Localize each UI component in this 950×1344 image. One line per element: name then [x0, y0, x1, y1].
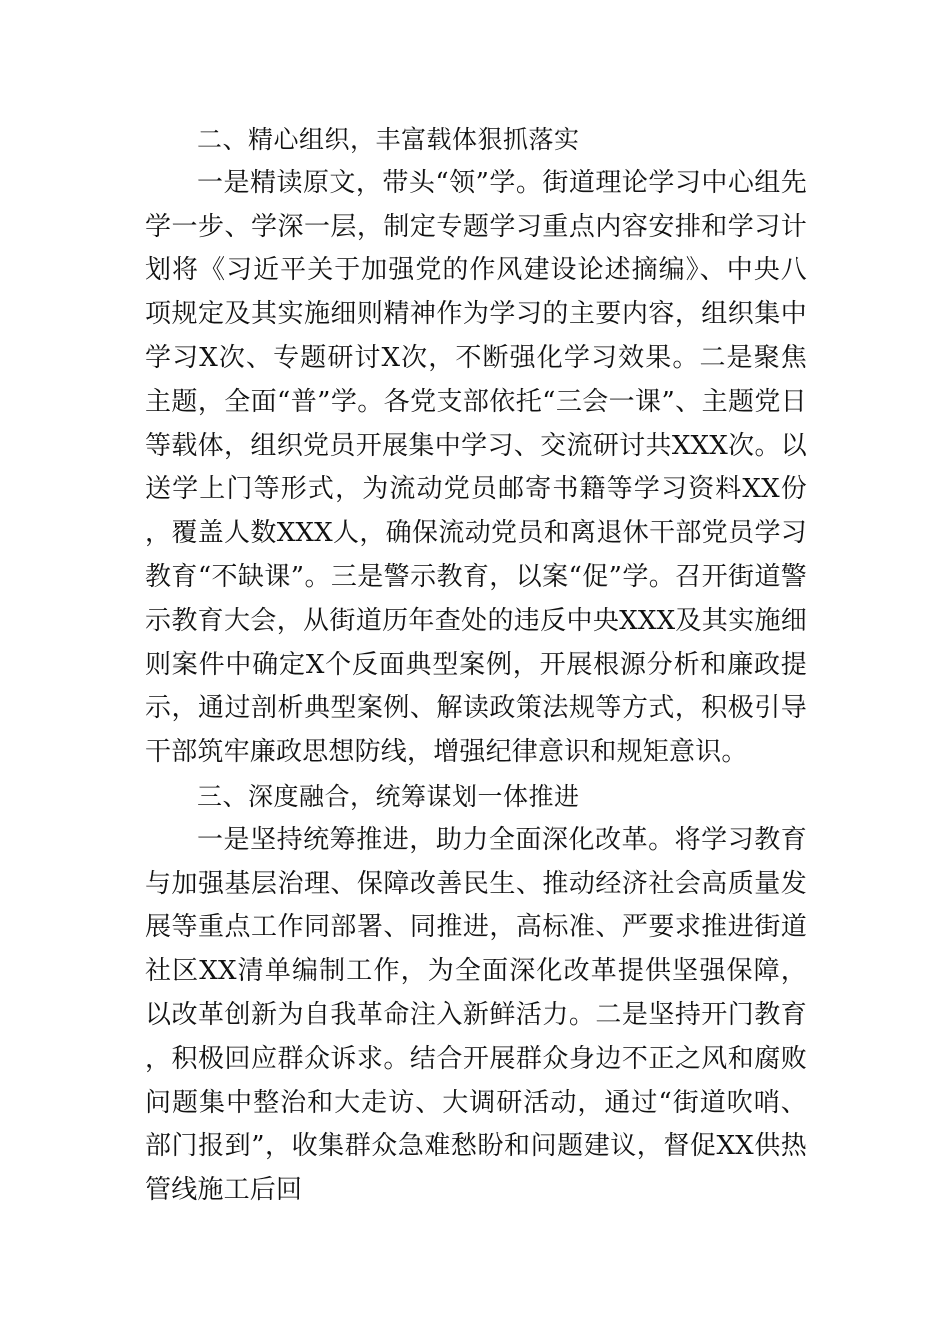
section-heading-3: 三、深度融合，统筹谋划一体推进: [197, 781, 580, 811]
document-body: [145, 118, 807, 1213]
section-2-paragraph: 一是精读原文，带头“领”学。街道理论学习中心组先学一步、学深一层，制定专题学习重点内容安排和学习计划将《习近平关于加强党的作风建设论述摘编》、中央八项规定及其实施细则精神作为学习的主要内容，组织集中学习X次、专题研讨X次，不断强化学习效果。二是聚焦主题，全面“普”学。各党支部依托“三会一课”、主题党日等载体，组织党员开展集中学习、交流研讨共XXX次。以送学上门等形式，为流动党员邮寄书籍等学习资料XX份，覆盖人数XXX人，确保流动党员和离退休干部党员学习教育“不缺课”。三是警示教育，以案“促”学。召开街道警示教育大会，从街道历年查处的违反中央XXX及其实施细则案件中确定X个反面典型案例，开展根源分析和廉政提示，通过剖析典型案例、解读政策法规等方式，积极引导干部筑牢廉政思想防线，增强纪律意识和规矩意识。: [145, 167, 807, 768]
section-heading-2: 二、精心组织，丰富载体狠抓落实: [197, 125, 580, 154]
section-3-paragraph: 一是坚持统筹推进，助力全面深化改革。将学习教育与加强基层治理、保障改善民生、推动经济社会高质量发展等重点工作同部署、同推进，高标准、严要求推进街道社区XX清单编制工作，为全面深化改革提供坚强保障，以改革创新为自我革命注入新鲜活力。二是坚持开门教育，积极回应群众诉求。结合开展群众身边不正之风和腐败问题集中整治和大走访、大调研活动，通过“街道吹哨、部门报到”，收集群众急难愁盼和问题建议，督促XX供热管线施工后回: [145, 824, 807, 1206]
